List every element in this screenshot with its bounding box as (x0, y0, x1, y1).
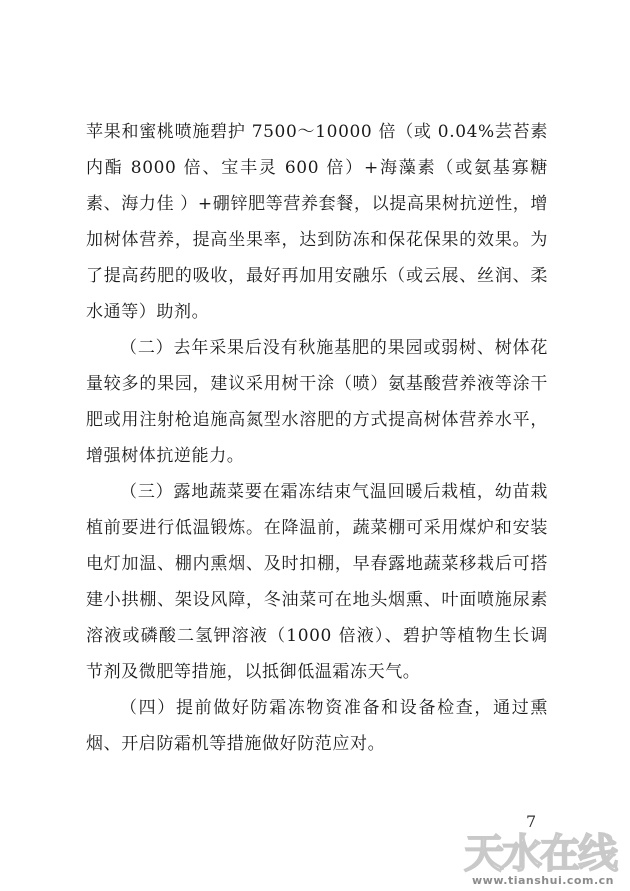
document-body (86, 114, 548, 762)
paragraph-item-2: （二）去年采果后没有秋施基肥的果园或弱树、树体花量较多的果园，建议采用树干涂（喷）氨基酸营养液等涂干肥或用注射枪追施高氮型水溶肥的方式提高树体营养水平，增强树体抗逆能力。 (86, 338, 548, 466)
watermark-url: www.tianshui.com.cn (472, 874, 614, 887)
paragraph-item-3: （三）露地蔬菜要在霜冻结束气温回暖后栽植，幼苗栽植前要进行低温锻炼。在降温前，蔬菜棚可采用煤炉和安装电灯加温、棚内熏烟、及时扣棚，早春露地蔬菜移栽后可搭建小拱棚、架设风障，冬油菜可在地头烟熏、叶面喷施尿素溶液或磷酸二氢钾溶液（1000 倍液）、碧护等植物生长调节剂及微肥等措施，以抵御低温霜冻天气。 (86, 482, 548, 682)
watermark-logo: 天水在线 (464, 831, 616, 877)
page-number: 7 (526, 812, 537, 831)
paragraph-fruit-tree-nutrition: 苹果和蜜桃喷施碧护 7500～10000 倍（或 0.04%芸苔素内酯 8000 倍、宝丰灵 600 倍）+海藻素（或氨基寡糖素、海力佳 ）+硼锌肥等营养套餐，以提高果树抗逆性，增加树体营养，提高坐果率，达到防冻和保花保果的效果。为了提高药肥的吸收，最好再加用安融乐（或云展、丝润、柔水通等）助剂。 (86, 122, 548, 322)
paragraph-item-4: （四）提前做好防霜冻物资准备和设备检查，通过熏烟、开启防霜机等措施做好防范应对。 (86, 698, 548, 754)
site-watermark (462, 818, 630, 891)
